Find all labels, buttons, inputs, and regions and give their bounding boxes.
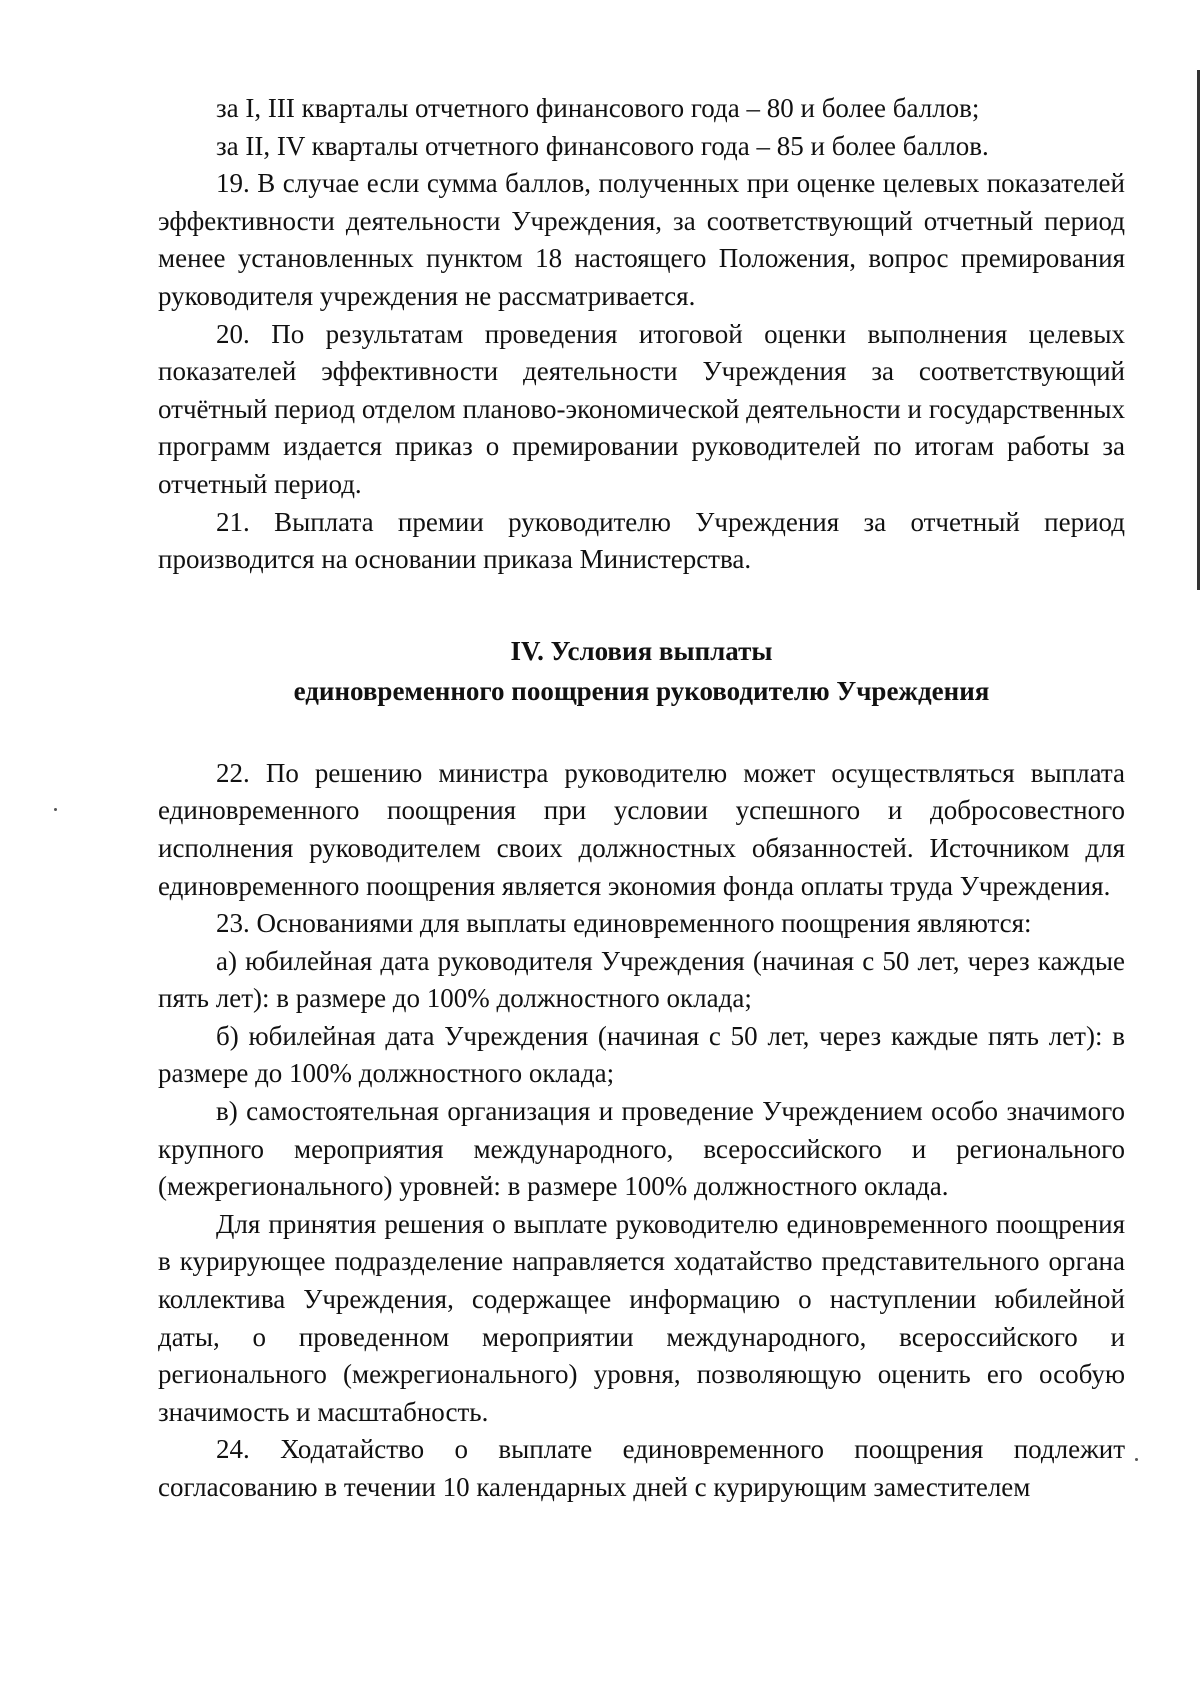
paragraph-23-a: а) юбилейная дата руководителя Учреждения (начиная с 50 лет, через каждые пять лет): в размере до 100% должностного оклада;: [158, 945, 1125, 1014]
paragraph-23: 23. Основаниями для выплаты единовременного поощрения являются:: [216, 908, 1032, 939]
paragraph-24: 24. Ходатайство о выплате единовременного поощрения подлежит согласованию в течении 10 календарных дней с курирующим заместителем: [158, 1434, 1125, 1502]
scan-speck: [1135, 1458, 1138, 1461]
paragraph-23-b: б) юбилейная дата Учреждения (начиная с 50 лет, через каждые пять лет): в размере до 100% должностного оклада;: [158, 1020, 1125, 1089]
paragraph-23-procedure: Для принятия решения о выплате руководителю единовременного поощрения в курирующее подразделение направляется ходатайство представительного органа коллектива Учреждения, содержащее информацию о наступлении юбилейной даты, о проведенном мероприятии международного, всероссийского и регионального (межрегионального) уровня, позволяющую оценить его особую значимость и масштабность.: [158, 1208, 1125, 1427]
scan-speck: [54, 808, 57, 811]
paragraph-19: 19. В случае если сумма баллов, полученных при оценке целевых показателей эффективности деятельности Учреждения, за соответствующий отчетный период менее установленных пунктом 18 настоящего Положения, вопрос премирования руководителя учреждения не рассматривается.: [158, 168, 1125, 311]
paragraph-22: 22. По решению министра руководителю может осуществляться выплата единовременного поощрения при условии успешного и добросовестного исполнения руководителем своих должностных обязанностей. Источником для единовременного поощрения является экономия фонда оплаты труда Учреждения.: [158, 757, 1125, 901]
quarter-threshold-line-1: за I, III кварталы отчетного финансового года – 80 и более баллов;: [216, 93, 980, 123]
quarter-threshold-line-2: за II, IV кварталы отчетного финансового года – 85 и более баллов.: [216, 130, 989, 161]
section-heading-line-2: единовременного поощрения руководителю Учреждения: [293, 675, 990, 706]
section-heading-line-1: IV. Условия выплаты: [510, 635, 773, 666]
document-body: [158, 90, 1125, 1507]
paragraph-23-c: в) самостоятельная организация и проведение Учреждением особо значимого крупного мероприятия международного, всероссийского и регионального (межрегионального) уровней: в размере 100% должностного оклада.: [158, 1096, 1125, 1202]
paragraph-21: 21. Выплата премии руководителю Учреждения за отчетный период производится на основании приказа Министерства.: [158, 506, 1125, 575]
section-heading: [158, 631, 1125, 711]
paragraph-20: 20. По результатам проведения итоговой оценки выполнения целевых показателей эффективности деятельности Учреждения за соответствующий отчётный период отделом планово-экономической деятельности и государственных программ издается приказ о премировании руководителей по итогам работы за отчетный период.: [158, 318, 1125, 499]
